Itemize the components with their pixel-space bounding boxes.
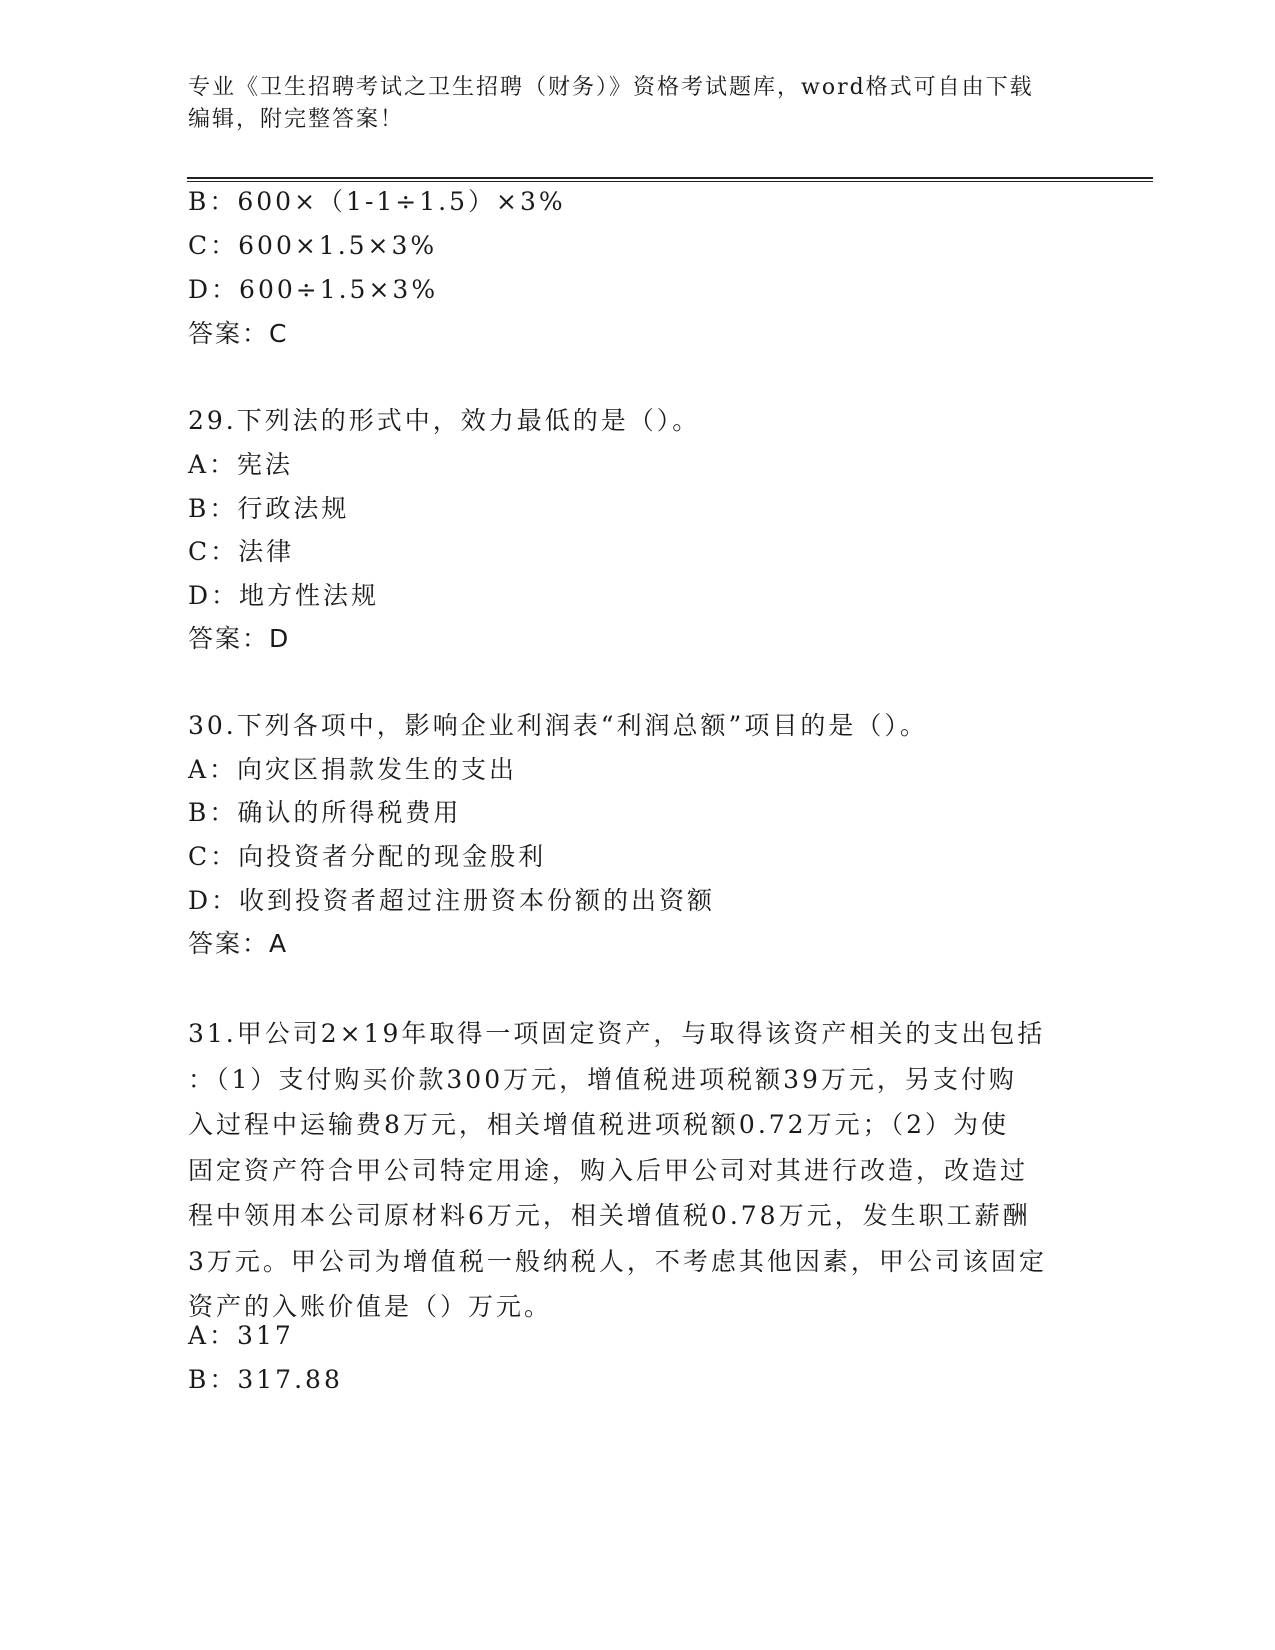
q29-option-c: C：法律 [188, 537, 295, 566]
q28-answer: 答案：C [188, 319, 289, 348]
q30-option-b: B：确认的所得税费用 [188, 798, 462, 827]
header-note-line-2: 编辑，附完整答案！ [188, 107, 405, 132]
q31-question-line: ：（1）支付购买价款300万元，增值税进项税额39万元，另支付购 [188, 1064, 1017, 1094]
q31-question-line: 资产的入账价值是（）万元。 [188, 1292, 553, 1321]
q31-question-line: 程中领用本公司原材料6万元，相关增值税0.78万元，发生职工薪酬 [188, 1201, 1031, 1230]
header-note-line-1: 专业《卫生招聘考试之卫生招聘（财务）》资格考试题库，word格式可自由下载 [188, 75, 1034, 100]
q30-question: 30.下列各项中，影响企业利润表“利润总额”项目的是（）。 [188, 711, 928, 740]
q29-answer: 答案：D [188, 624, 291, 653]
q30-answer: 答案：A [188, 929, 289, 958]
q31-question-line: 固定资产符合甲公司特定用途，购入后甲公司对其进行改造，改造过 [188, 1155, 1029, 1185]
q31-option-a: A：317 [188, 1321, 294, 1350]
q29-option-a: A：宪法 [188, 450, 294, 479]
q29-question: 29.下列法的形式中，效力最低的是（）。 [188, 406, 701, 435]
q31-question-line: 入过程中运输费8万元，相关增值税进项税额0.72万元；（2）为使 [188, 1110, 1009, 1139]
q28-option-b: B：600×（1-1÷1.5）×3% [188, 187, 566, 216]
q30-option-c: C：向投资者分配的现金股利 [188, 842, 547, 871]
q31-option-b: B：317.88 [188, 1365, 343, 1394]
q30-option-d: D：收到投资者超过注册资本份额的出资额 [188, 886, 716, 915]
q29-option-d: D：地方性法规 [188, 581, 380, 610]
q31-question-line: 3万元。甲公司为增值税一般纳税人，不考虑其他因素，甲公司该固定 [188, 1246, 1047, 1276]
header-divider [187, 177, 1153, 182]
q30-option-a: A：向灾区捐款发生的支出 [188, 755, 518, 784]
q29-option-b: B：行政法规 [188, 494, 350, 523]
q31-question [188, 1011, 1088, 1330]
q28-option-c: C：600×1.5×3% [188, 231, 438, 260]
q31-question-line: 31.甲公司2×19年取得一项固定资产，与取得该资产相关的支出包括 [188, 1019, 1046, 1048]
header-note [188, 72, 1088, 136]
q28-option-d: D：600÷1.5×3% [188, 275, 439, 304]
